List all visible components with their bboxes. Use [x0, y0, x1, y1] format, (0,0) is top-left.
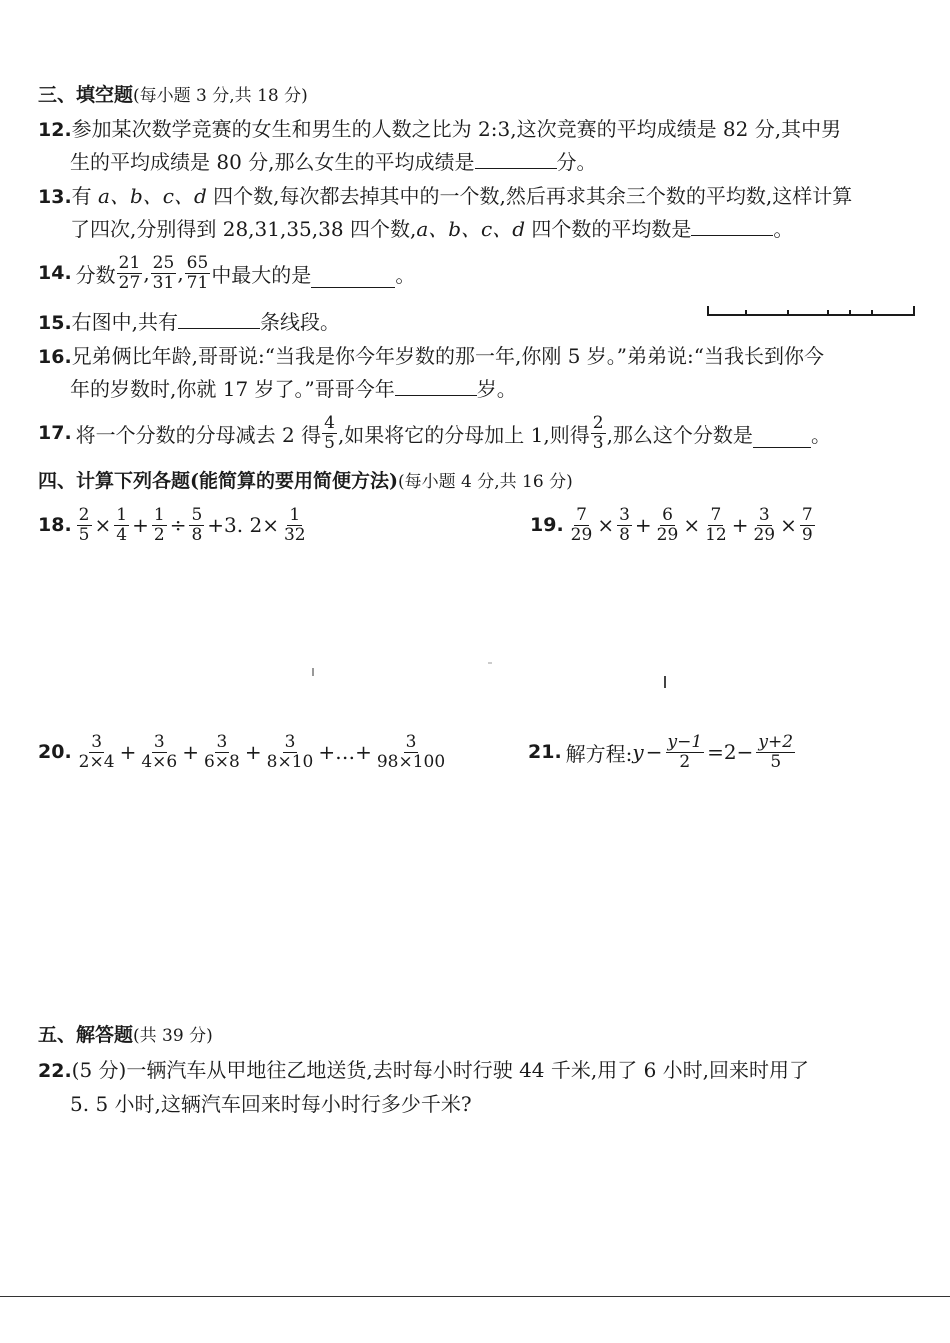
fraction-denominator: 12	[705, 524, 727, 545]
line-segment-figure	[700, 300, 920, 322]
question-22-text-2: 5. 5 小时,这辆汽车回来时每小时行多少千米?	[70, 1092, 472, 1116]
fraction-numerator: 21	[118, 252, 141, 273]
question-12-number: 12.	[38, 119, 72, 141]
question-17-text-2: ,如果将它的分母加上 1,则得	[337, 422, 590, 447]
fraction-25-31	[151, 254, 177, 293]
fraction	[756, 733, 795, 772]
section-3-title: 三、填空题	[38, 84, 134, 106]
question-15-text-2: 条线段。	[260, 310, 341, 334]
fraction	[189, 506, 204, 545]
fraction-numerator: 1	[153, 504, 165, 525]
fraction-numerator: 3	[153, 731, 165, 752]
question-17-answer-blank[interactable]	[753, 427, 811, 448]
fraction	[77, 506, 92, 545]
question-15-number: 15.	[38, 312, 72, 334]
question-20	[38, 728, 448, 776]
fraction-denominator: 98×100	[376, 751, 446, 772]
fraction-numerator: 4	[324, 412, 335, 433]
section-4-points: (每小题 4 分,共 16 分)	[397, 472, 573, 492]
scan-speck	[488, 662, 492, 664]
fraction	[139, 733, 179, 772]
fraction	[655, 506, 681, 545]
question-12-text-1: 参加某次数学竞赛的女生和男生的人数之比为 2:3,这次竞赛的平均成绩是 82 分,其中男	[71, 117, 842, 141]
operator: ÷	[169, 513, 187, 537]
fraction-denominator: 31	[152, 272, 175, 293]
question-16-text-1: 兄弟俩比年龄,哥哥说:“当我是你今年岁数的那一年,你刚 5 岁。”弟弟说:“当我长到你今	[71, 344, 824, 368]
fraction-denominator: 4	[116, 524, 128, 545]
fraction-21-27	[117, 254, 143, 293]
question-19	[530, 502, 816, 548]
question-15-answer-blank[interactable]	[178, 308, 260, 329]
operator: +…+	[318, 740, 372, 764]
operator: +	[244, 740, 262, 764]
question-14	[38, 250, 415, 296]
section-3-points: (每小题 3 分,共 18 分)	[133, 86, 308, 106]
fraction-4-5	[322, 414, 337, 453]
separator: ,	[177, 261, 184, 285]
operator: +	[182, 740, 199, 764]
question-18-number: 18.	[38, 514, 72, 536]
operator: +3. 2×	[207, 513, 279, 537]
fraction	[666, 733, 705, 772]
fraction-denominator: 6×8	[203, 751, 240, 772]
fraction-denominator: 5	[324, 432, 335, 453]
question-12-text-3: 分。	[556, 150, 597, 174]
question-12-text-2: 生的平均成绩是 80 分,那么女生的平均成绩是	[70, 150, 475, 174]
separator: ,	[143, 261, 150, 285]
question-14-text: 中最大的是	[211, 262, 312, 287]
question-13-text-3: 了四次,分别得到 28,31,35,38 四个数,	[70, 217, 417, 241]
fraction-denominator: 8	[619, 524, 630, 545]
question-14-answer-blank[interactable]	[311, 267, 395, 288]
fraction	[77, 733, 117, 772]
fraction-numerator: 7	[576, 504, 587, 525]
question-21	[528, 728, 796, 776]
question-13-text-4: 四个数的平均数是	[525, 217, 692, 241]
section-5-points: (共 39 分)	[133, 1026, 213, 1046]
fraction-numerator: y−1	[667, 731, 703, 752]
question-14-number: 14.	[38, 262, 72, 284]
fraction-denominator: 32	[283, 524, 306, 545]
fraction-numerator: 7	[710, 504, 722, 525]
question-13-answer-blank[interactable]	[691, 215, 773, 236]
operator: ×	[94, 513, 112, 537]
question-13-text-2: 四个数,每次都去掉其中的一个数,然后再求其余三个数的平均数,这样计算	[206, 184, 853, 208]
scan-speck	[664, 676, 666, 688]
fraction-2-3	[591, 414, 606, 453]
question-17	[38, 410, 831, 456]
operator: −	[645, 740, 663, 764]
fraction-denominator: 29	[656, 524, 679, 545]
fraction-denominator: 3	[592, 432, 604, 453]
fraction-numerator: y+2	[758, 731, 794, 752]
question-16-number: 16.	[38, 346, 72, 368]
section-4-title: 四、计算下列各题(能简算的要用简便方法)	[38, 470, 398, 492]
scan-speck	[312, 668, 314, 676]
fraction-numerator: 1	[116, 504, 128, 525]
question-16-line-2	[70, 375, 517, 403]
section-4-header	[38, 468, 573, 495]
fraction	[375, 733, 447, 772]
question-12-answer-blank[interactable]	[475, 148, 557, 169]
question-21-number: 21.	[528, 741, 562, 763]
question-12-line-2	[70, 148, 597, 176]
question-17-text-1: 将一个分数的分母减去 2 得	[75, 422, 322, 447]
fraction-numerator: 3	[216, 731, 228, 752]
fraction-numerator: 6	[662, 504, 673, 525]
fraction	[202, 733, 242, 772]
fraction-denominator: 2	[153, 524, 165, 545]
question-17-end: 。	[810, 422, 831, 447]
question-18	[38, 502, 309, 548]
operator: +	[119, 740, 137, 764]
question-15-text-1: 右图中,共有	[71, 310, 179, 334]
fraction-denominator: 29	[753, 524, 776, 545]
operator: ×	[597, 513, 615, 537]
operator: +	[731, 513, 749, 537]
fraction-numerator: 2	[592, 412, 604, 433]
fraction	[800, 506, 815, 545]
fraction-denominator: 71	[186, 272, 209, 293]
fraction-numerator: 65	[186, 252, 209, 273]
section-3-header	[38, 82, 308, 109]
fraction-denominator: 29	[570, 524, 593, 545]
fraction-denominator: 8×10	[266, 751, 314, 772]
question-13-variables-2: a、b、c、d	[416, 217, 526, 241]
fraction-numerator: 3	[758, 504, 770, 525]
fraction-numerator: 5	[191, 504, 203, 525]
question-16-text-3: 岁。	[476, 377, 517, 401]
question-13-line-2	[70, 215, 793, 243]
operator: ×	[780, 513, 797, 537]
question-15	[38, 308, 340, 337]
question-13-text-1: 有	[71, 184, 99, 208]
operator: +	[634, 513, 652, 537]
question-22-number: 22.	[38, 1060, 72, 1082]
question-16-answer-blank[interactable]	[395, 375, 477, 396]
fraction-numerator: 3	[405, 731, 417, 752]
fraction-numerator: 3	[284, 731, 296, 752]
fraction	[703, 506, 729, 545]
variable-y: y	[632, 740, 644, 764]
section-5-title: 五、解答题	[38, 1024, 134, 1046]
fraction	[265, 733, 316, 772]
fraction-denominator: 4×6	[141, 751, 178, 772]
question-13-line-1	[38, 182, 852, 211]
fraction-denominator: 2×4	[78, 751, 115, 772]
question-22-line-1	[38, 1056, 809, 1085]
fraction-numerator: 3	[619, 504, 630, 525]
question-16-line-1	[38, 342, 824, 371]
section-5-header	[38, 1022, 213, 1049]
fraction-denominator: 8	[191, 524, 203, 545]
question-17-number: 17.	[38, 422, 72, 444]
fraction-denominator: 2	[679, 751, 691, 772]
question-22-text-1: (5 分)一辆汽车从甲地往乙地送货,去时每小时行驶 44 千米,用了 6 小时,回来时用了	[71, 1058, 810, 1082]
fraction-denominator: 27	[118, 272, 141, 293]
fraction	[282, 506, 308, 545]
question-20-number: 20.	[38, 741, 72, 763]
question-22-line-2	[70, 1090, 472, 1118]
question-12-line-1	[38, 115, 841, 144]
fraction-numerator: 2	[78, 504, 90, 525]
fraction-numerator: 7	[801, 504, 813, 525]
fraction-denominator: 5	[770, 751, 782, 772]
fraction	[751, 506, 777, 545]
fraction-65-71	[185, 254, 211, 293]
question-19-number: 19.	[530, 514, 564, 536]
fraction-denominator: 9	[801, 524, 813, 545]
question-17-text-3: ,那么这个分数是	[606, 422, 753, 447]
fraction-numerator: 3	[91, 731, 103, 752]
question-16-text-2: 年的岁数时,你就 17 岁了。”哥哥今年	[70, 377, 395, 401]
fraction	[569, 506, 595, 545]
fraction	[114, 506, 129, 545]
page-bottom-rule	[0, 1296, 950, 1297]
question-13-text-5: 。	[773, 217, 794, 241]
fraction-numerator: 25	[152, 252, 175, 273]
fraction	[152, 506, 167, 545]
fraction-numerator: 1	[289, 504, 301, 525]
question-13-variables: a、b、c、d	[98, 184, 207, 208]
question-13-number: 13.	[38, 186, 72, 208]
question-14-end: 。	[395, 262, 416, 287]
fraction	[617, 506, 632, 545]
fraction-denominator: 5	[78, 524, 90, 545]
question-21-label: 解方程:	[565, 741, 633, 766]
operator: =2−	[707, 740, 754, 764]
question-14-prefix: 分数	[75, 262, 116, 287]
operator: ×	[683, 513, 701, 537]
operator: +	[132, 513, 149, 537]
